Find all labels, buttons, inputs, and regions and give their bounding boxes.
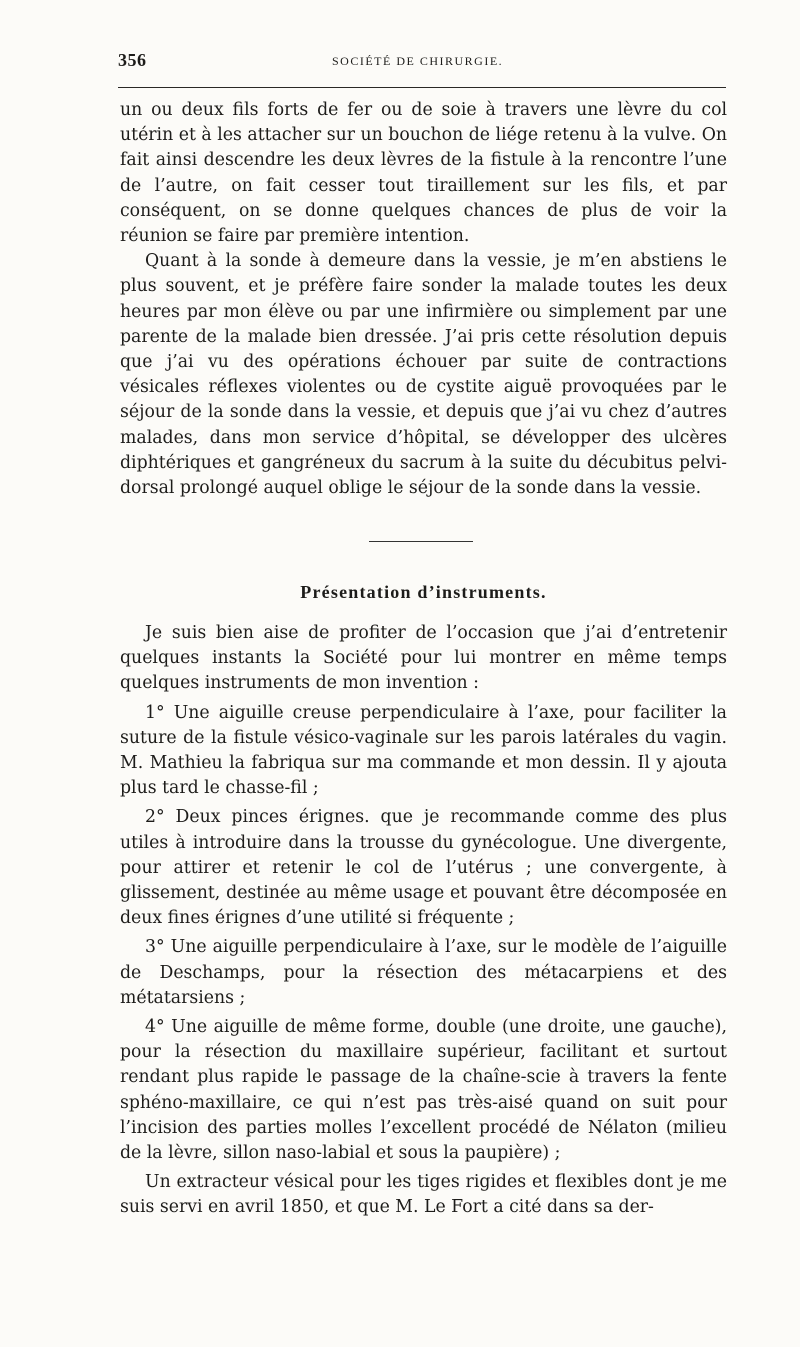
paragraph: Je suis bien aise de profiter de l’occasion que j’ai d’entretenir quelques instants la Société pour lui montrer en même temps quelques instruments de mon invention : <box>120 623 727 694</box>
page-number: 356 <box>118 50 147 70</box>
list-item: 1° Une aiguille creuse perpendiculaire à l’axe, pour faciliter la suture de la fistule vésico-vaginale sur les parois latérales du vagin. M. Mathieu la fabriqua sur ma commande et mon dessin. Il y ajouta plus tard le chasse-fil ; <box>120 702 727 799</box>
header-rule <box>118 87 726 88</box>
page-header <box>118 50 726 76</box>
running-title: SOCIÉTÉ DE CHIRURGIE. <box>332 54 504 68</box>
paragraph: Quant à la sonde à demeure dans la vessie, je m’en abstiens le plus souvent, et je préfère faire sonder la malade toutes les deux heures par mon élève ou par une infirmière ou simplement par une parente de la malade bien dressée. J’ai pris cette résolution depuis que j’ai vu des opérations échouer par suite de contractions vésicales réflexes violentes ou de cystite aiguë provoquées par le séjour de la sonde dans la vessie, et depuis que j’ai vu chez d’autres malades, dans mon service d’hôpital, se développer des ulcères diphtériques et gangréneux du sacrum à la suite du décubitus pelvi-dorsal prolongé auquel oblige le séjour de la sonde dans la vessie. <box>120 251 727 499</box>
paragraph: un ou deux fils forts de fer ou de soie à travers une lèvre du col utérin et à les attacher sur un bouchon de liége retenu à la vulve. On fait ainsi descendre les deux lèvres de la fistule à la rencontre l’une de l’autre, on fait cesser tout tiraillement sur les fils, et par conséquent, on se donne quelques chances de plus de voir la réunion se faire par première intention. <box>120 100 727 247</box>
list-item: Un extracteur vésical pour les tiges rigides et flexibles dont je me suis servi en avril 1850, et que M. Le Fort a cité dans sa der- <box>120 1172 727 1218</box>
list-item: 2° Deux pinces érignes. que je recommande comme des plus utiles à introduire dans la trousse du gynécologue. Une divergente, pour attirer et retenir le col de l’utérus ; une convergente, à glissement, destinée au même usage et pouvant être décomposée en deux fines érignes d’une utilité si fréquente ; <box>120 807 727 929</box>
list-item: 3° Une aiguille perpendiculaire à l’axe, sur le modèle de l’aiguille de Deschamps, pour la résection des métacarpiens et des métatarsiens ; <box>120 937 727 1008</box>
section-body <box>120 621 727 1221</box>
section-title: Présentation d’instruments. <box>300 582 547 602</box>
list-item: 4° Une aiguille de même forme, double (une droite, une gauche), pour la résection du maxillaire supérieur, facilitant et surtout rendant plus rapide le passage de la chaîne-scie à travers la fente sphéno-maxillaire, ce qui n’est pas très-aisé quand on suit pour l’incision des parties molles l’excellent procédé de Nélaton (milieu de la lèvre, sillon naso-labial et sous la paupière) ; <box>120 1017 727 1164</box>
body-text <box>120 98 727 501</box>
section-separator <box>369 541 473 542</box>
